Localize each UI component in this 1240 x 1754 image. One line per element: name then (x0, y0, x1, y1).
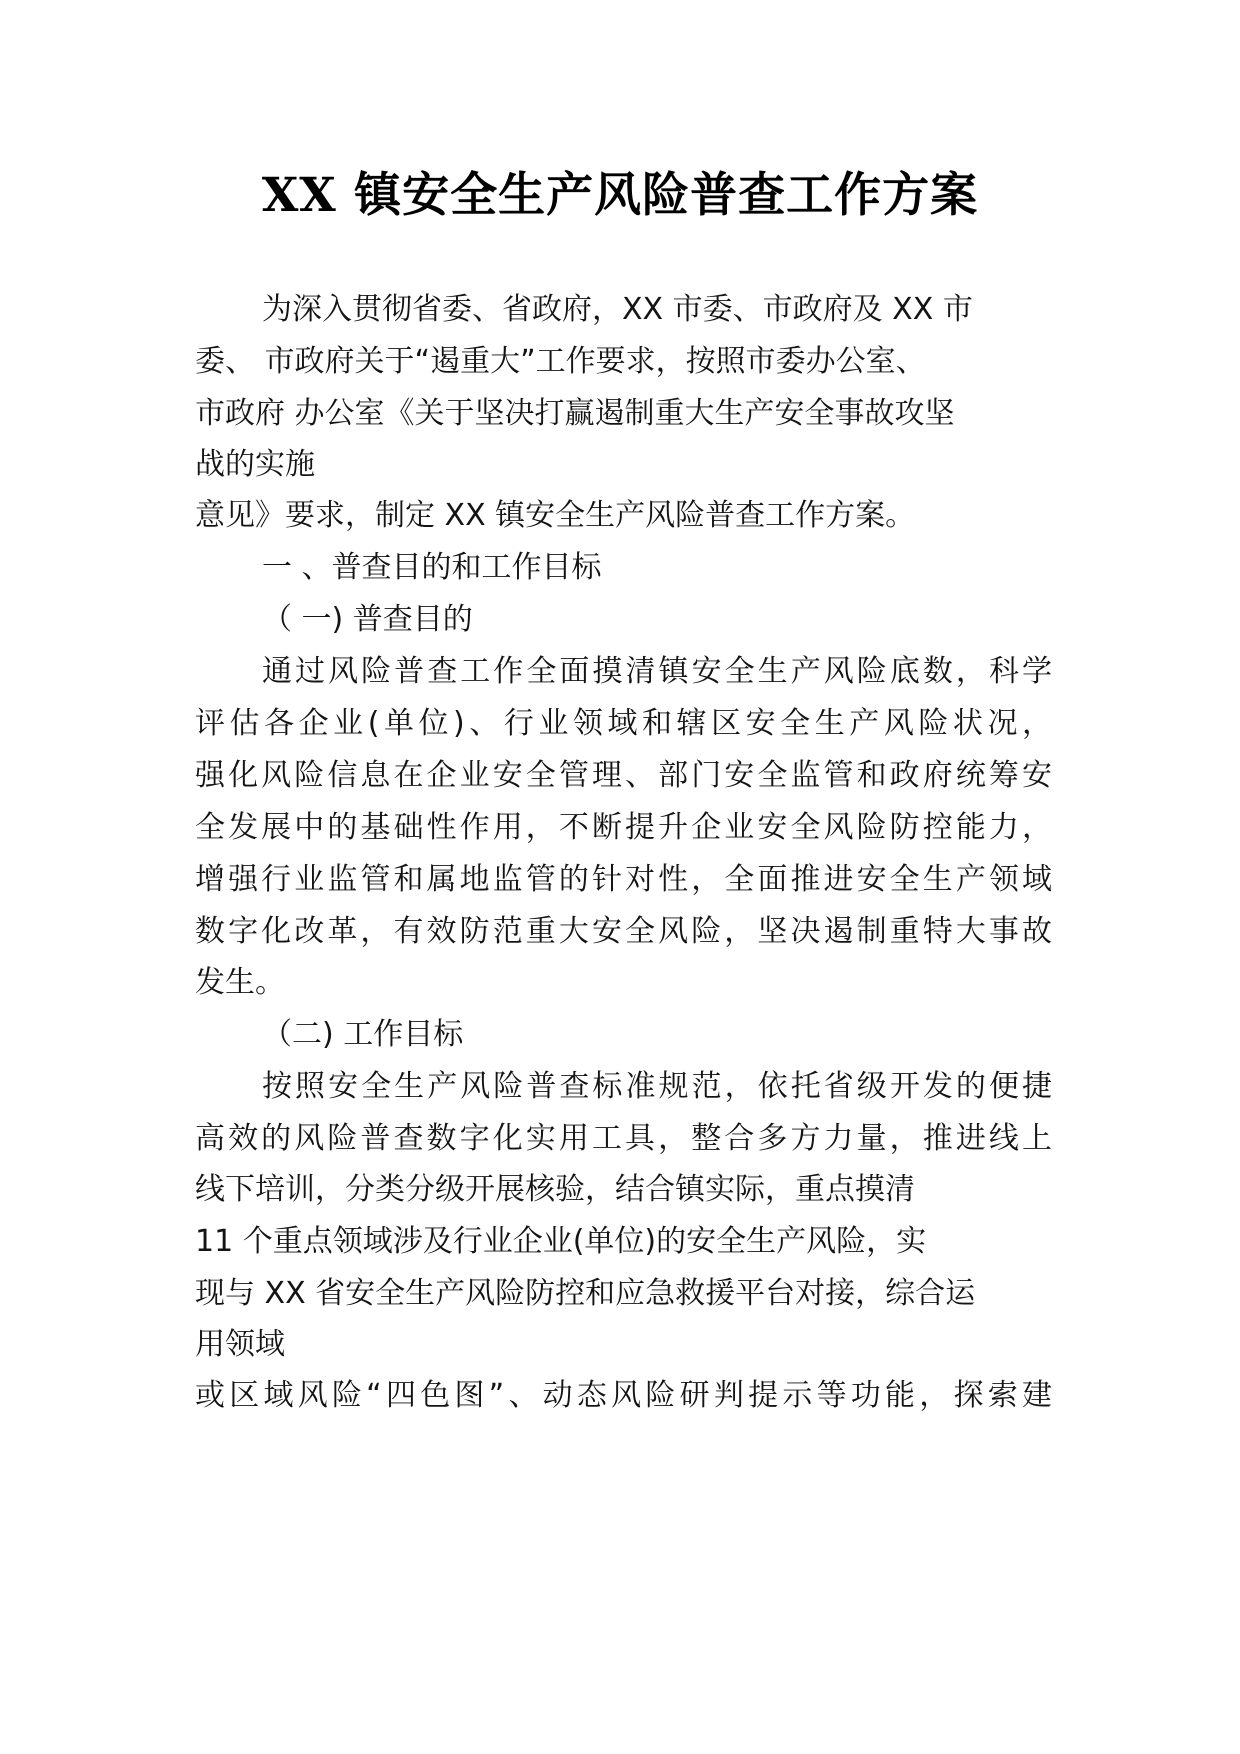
body-line: 11 个重点领域涉及行业企业(单位)的安全生产风险，实 (195, 1224, 927, 1259)
body-line: 战的实施 (195, 447, 315, 482)
body-line: 委、 市政府关于“遏重大”工作要求，按照市委办公室、 (195, 344, 926, 379)
document-title: XX 镇安全生产风险普查工作方案 (261, 168, 979, 223)
body-line: 强化风险信息在企业安全管理、部门安全监管和政府统筹安 (195, 758, 1052, 793)
subsection-heading: （二) 工作目标 (262, 1017, 464, 1052)
body-line: 高效的风险普查数字化实用工具，整合多方力量，推进线上 (195, 1121, 1052, 1156)
body-line: 发生。 (195, 965, 285, 1000)
body-line: 为深入贯彻省委、省政府，XX 市委、市政府及 XX 市 (262, 292, 973, 327)
body-line: 按照安全生产风险普查标准规范，依托省级开发的便捷 (262, 1069, 1052, 1104)
subsection-heading: （ 一) 普查目的 (262, 602, 473, 637)
body-line: 增强行业监管和属地监管的针对性，全面推进安全生产领域 (195, 862, 1052, 897)
body-line: 评估各企业(单位)、行业领域和辖区安全生产风险状况， (195, 706, 1052, 741)
body-line: 数字化改革，有效防范重大安全风险，坚决遏制重特大事故 (195, 914, 1052, 949)
body-line: 线下培训，分类分级开展核验，结合镇实际，重点摸清 (195, 1172, 915, 1207)
body-line: 或区域风险“四色图”、动态风险研判提示等功能，探索建 (195, 1378, 1052, 1413)
body-line: 市政府 办公室《关于坚决打赢遏制重大生产安全事故攻坚 (195, 396, 955, 431)
body-line: 意见》要求，制定 XX 镇安全生产风险普查工作方案。 (195, 498, 916, 533)
body-line: 现与 XX 省安全生产风险防控和应急救援平台对接，综合运 (195, 1276, 976, 1311)
body-line: 通过风险普查工作全面摸清镇安全生产风险底数，科学 (262, 654, 1052, 689)
section-heading: 一 、普查目的和工作目标 (262, 550, 602, 585)
body-line: 全发展中的基础性作用，不断提升企业安全风险防控能力， (195, 810, 1052, 845)
body-line: 用领域 (195, 1327, 285, 1362)
